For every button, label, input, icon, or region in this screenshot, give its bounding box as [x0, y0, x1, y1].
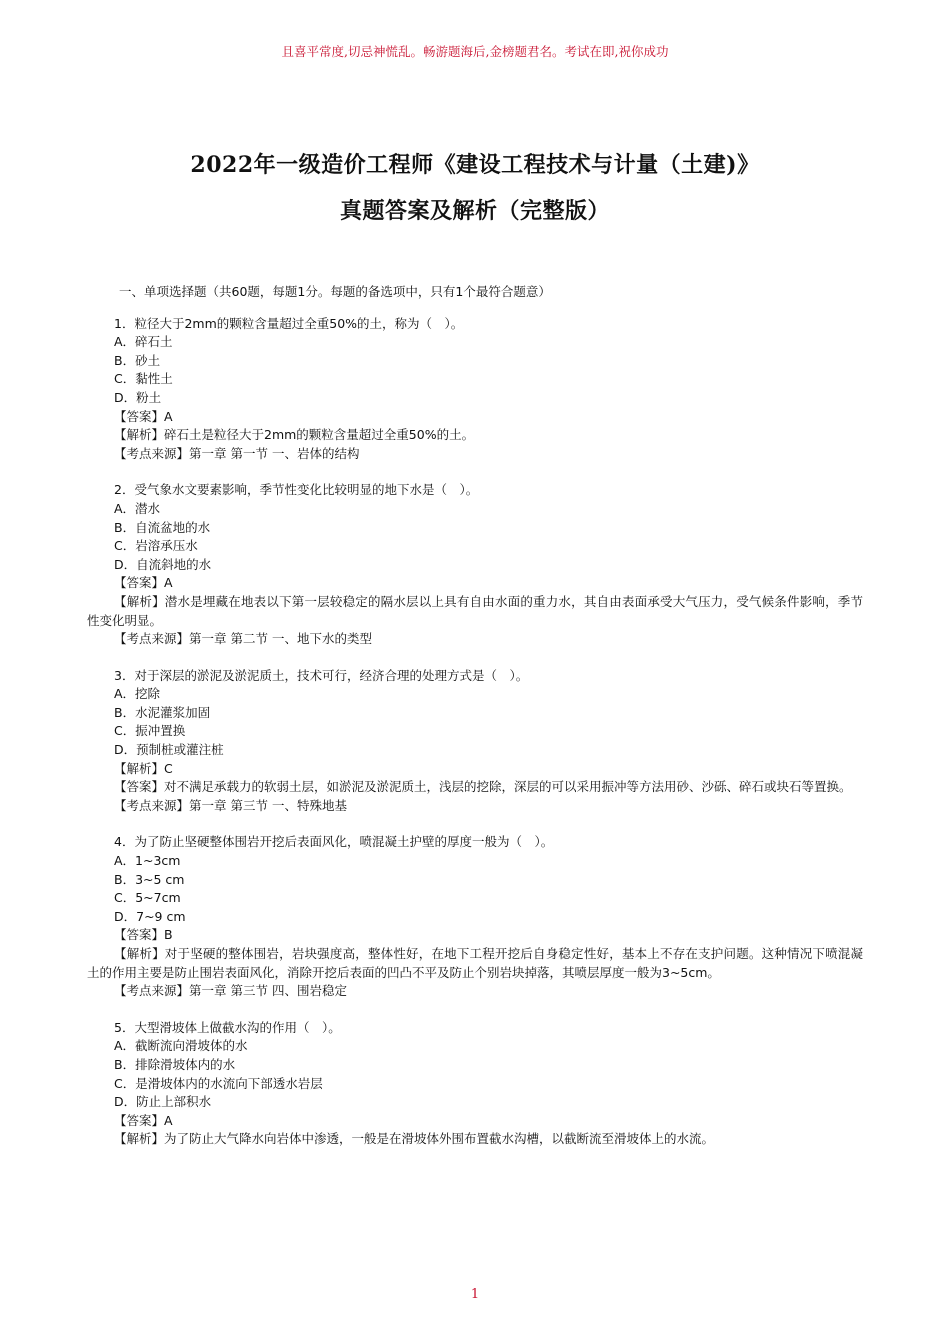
option-d: D．自流斜地的水	[114, 556, 212, 572]
source: 【考点来源】第一章 第三节 四、围岩稳定	[114, 983, 347, 999]
explanation: 【解析】对于坚硬的整体围岩，岩块强度高，整体性好，在地下工程开挖后自身稳定性好，基本上不存在支护问题。这种情况下喷混凝土的作用主要是防止围岩表面风化，消除开挖后表面的凹凸不平及防止个别岩块掉落，其喷层厚度一般为3~5cm。	[87, 946, 863, 980]
option-a: A．截断流向滑坡体的水	[114, 1038, 248, 1054]
option-c: C．黏性土	[114, 371, 173, 387]
question-2	[87, 481, 863, 648]
option-c: C．是滑坡体内的水流向下部透水岩层	[114, 1075, 323, 1091]
source: 【考点来源】第一章 第一节 一、岩体的结构	[114, 445, 360, 461]
option-c: C．振冲置换	[114, 723, 186, 739]
source: 【考点来源】第一章 第三节 一、特殊地基	[114, 797, 347, 813]
question-stem: 5．大型滑坡体上做截水沟的作用（ ）。	[114, 1019, 341, 1035]
option-c: C．5~7cm	[114, 890, 181, 906]
answer: 【答案】B	[114, 927, 173, 943]
option-b: B．水泥灌浆加固	[114, 704, 211, 720]
explanation: 【解析】潜水是埋藏在地表以下第一层较稳定的隔水层以上具有自由水面的重力水，其自由表面承受大气压力，受气候条件影响，季节性变化明显。	[87, 593, 863, 628]
answer: 【答案】A	[114, 575, 173, 591]
document-body	[87, 283, 863, 1167]
explanation: 【解析】为了防止大气降水向岩体中渗透，一般是在滑坡体外围布置截水沟槽，以截断流至滑坡体上的水流。	[114, 1131, 715, 1147]
option-c: C．岩溶承压水	[114, 538, 198, 554]
option-b: B．3~5 cm	[114, 871, 185, 887]
question-stem: 3．对于深层的淤泥及淤泥质土，技术可行，经济合理的处理方式是（ ）。	[114, 667, 529, 683]
explanation: 【答案】对不满足承载力的软弱土层，如淤泥及淤泥质土，浅层的挖除，深层的可以采用振冲等方法用砂、沙砾、碎石或块石等置换。	[114, 779, 852, 795]
question-stem: 2．受气象水文要素影响，季节性变化比较明显的地下水是（ ）。	[114, 482, 479, 498]
question-4	[87, 833, 863, 1000]
option-d: D．防止上部积水	[114, 1094, 212, 1110]
page-number: 1	[470, 1287, 480, 1302]
question-1	[87, 315, 863, 464]
source: 【考点来源】第一章 第二节 一、地下水的类型	[114, 631, 372, 647]
option-a: A．1~3cm	[114, 853, 181, 869]
answer: 【答案】A	[114, 408, 173, 424]
option-a: A．挖除	[114, 686, 161, 702]
document-title-line-2: 真题答案及解析（完整版）	[339, 198, 610, 224]
answer: 【解析】C	[114, 760, 173, 776]
option-b: B．砂土	[114, 352, 161, 368]
option-b: B．自流盆地的水	[114, 519, 211, 535]
option-a: A．潜水	[114, 500, 161, 516]
explanation: 【解析】碎石土是粒径大于2mm的颗粒含量超过全重50%的土。	[114, 427, 475, 443]
question-stem: 4．为了防止坚硬整体围岩开挖后表面风化，喷混凝土护壁的厚度一般为（ ）。	[114, 834, 554, 850]
option-a: A．碎石土	[114, 334, 173, 350]
section-heading: 一、单项选择题（共60题，每题1分。每题的备选项中，只有1个最符合题意）	[119, 284, 551, 299]
header-motto: 且喜平常度,切忌神慌乱。畅游题海后,金榜题君名。考试在即,祝你成功	[281, 44, 669, 59]
option-d: D．预制桩或灌注桩	[114, 742, 224, 758]
question-3	[87, 667, 863, 816]
option-d: D．7~9 cm	[114, 908, 186, 924]
question-stem: 1．粒径大于2mm的颗粒含量超过全重50%的土，称为（ ）。	[114, 315, 464, 331]
document-title-line-1: 2022年一级造价工程师《建设工程技术与计量（土建)》	[190, 152, 760, 178]
option-b: B．排除滑坡体内的水	[114, 1056, 236, 1072]
question-5	[87, 1019, 863, 1149]
answer: 【答案】A	[114, 1112, 173, 1128]
option-d: D．粉土	[114, 389, 162, 405]
